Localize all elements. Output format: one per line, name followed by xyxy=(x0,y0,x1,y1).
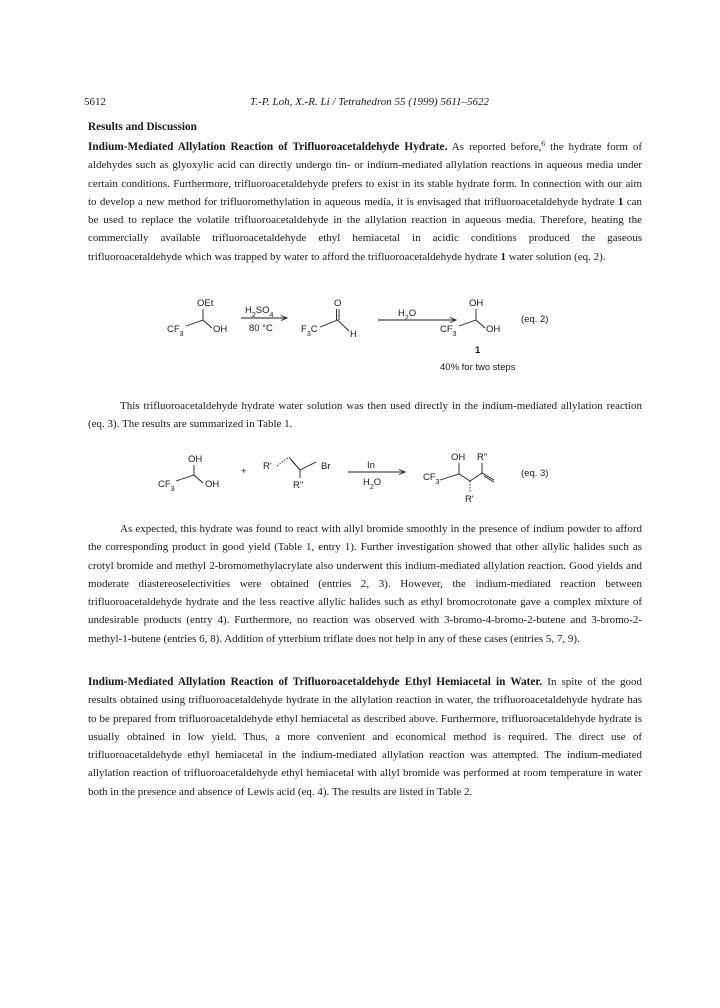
compound-number: 1 xyxy=(617,195,624,208)
cf3-label: $CF_3$ xyxy=(158,479,175,493)
trifluoroacetaldehyde-structure xyxy=(301,298,357,340)
paragraph-text: water solution (eq. 2). xyxy=(505,250,606,263)
hydrogen-label: H xyxy=(350,329,357,340)
r-double-prime-label: R'' xyxy=(293,480,304,491)
oet-label: OEt xyxy=(197,298,214,309)
hemiacetal-structure xyxy=(167,298,227,338)
paragraph-text: As reported before, xyxy=(447,141,542,153)
oxygen-label: O xyxy=(334,298,342,309)
paragraph-hydrate-solution xyxy=(88,397,642,434)
reagent-label: $H_2SO_4$ xyxy=(245,305,274,319)
cf3-label: $CF_3$ xyxy=(423,472,440,486)
oh-label: OH xyxy=(205,479,220,490)
compound-label: 1 xyxy=(475,345,481,356)
reaction-arrow xyxy=(378,308,456,323)
run-in-heading: Indium-Mediated Allylation Reaction of Trifluoroacetaldehyde Hydrate. xyxy=(88,141,448,153)
paragraph-text: can be used to replace the volatile trifluoroacetaldehyde in the allylation reaction in aqueous media. Therefore, heating the commercially available trifluoroacetaldehyde ethyl hemiacetal in acidic conditions produced the gaseous trifluoroacetaldehyde which was trapped by water to afford the trifluoroacetaldehyde hydrate xyxy=(88,195,642,263)
cf3-label: $CF_3$ xyxy=(167,324,184,338)
paragraph-text: As expected, this hydrate was found to react with allyl bromide smoothly in the presence of indium powder to afford the corresponding product in good yield (Table 1, entry 1). Further investigation showed that other allylic halides such as crotyl bromide and methyl 2-bromomethylacrylate also underwent this indium-mediated allylation reaction. Good yields and moderate diastereoselectivities were obtained (entries 2, 3). However, the indium-mediated reaction between trifluoroacetaldehyde hydrate and the less reactive allylic halides such as ethyl bromocrotonate gave a complex mixture of undesirable products (entry 4). Furthermore, no reaction was observed with 3-bromo-4-bromo-2-butene and 3-bromo-2-methyl-1-butene (entries 6, 8). Addition of ytterbium triflate does not help in any of these cases (entries 5, 7, 9). xyxy=(88,523,642,645)
paragraph-results xyxy=(88,520,642,648)
f3c-label: $F_3C$ xyxy=(301,324,318,338)
r-double-prime-label: R'' xyxy=(477,452,488,463)
run-in-heading: Indium-Mediated Allylation Reaction of Trifluoroacetaldehyde Ethyl Hemiacetal in Water. xyxy=(88,676,543,688)
reaction-arrow xyxy=(241,305,287,334)
allylic-halide-structure xyxy=(263,457,331,491)
page-number: 5612 xyxy=(84,96,106,108)
bromine-label: Br xyxy=(321,461,331,472)
equation-3-scheme xyxy=(158,452,548,505)
compound-number: 1 xyxy=(500,250,506,263)
reference-superscript: 6 xyxy=(541,139,546,148)
r-prime-label: R' xyxy=(263,461,272,472)
water-label: $H_2O$ xyxy=(398,308,417,322)
hydrate-structure xyxy=(440,298,516,373)
oh-label: OH xyxy=(188,454,203,465)
solvent-label: $H_2O$ xyxy=(363,477,382,491)
paragraph-text: In spite of the good results obtained using trifluoroacetaldehyde hydrate in the allylation reaction in water, the trifluoroacetaldehyde hydrate has to be prepared from trifluoroacetaldehyde ethyl hemiacetal as described above. Furthermore, trifluoroacetaldehyde hydrate is usually obtained in low yield. Thus, a more convenient and economical method is required. The direct use of trifluoroacetaldehyde ethyl hemiacetal in the indium-mediated allylation reaction was attempted. The indium-mediated allylation reaction of trifluoroacetaldehyde ethyl hemiacetal with allyl bromide was performed at room temperature in water both in the presence and absence of Lewis acid (eq. 4). The results are listed in Table 2. xyxy=(88,676,643,798)
equation-label: (eq. 2) xyxy=(521,314,549,325)
r-prime-label: R' xyxy=(465,494,474,505)
paragraph-hemiacetal xyxy=(88,673,642,801)
oh-label: OH xyxy=(469,298,484,309)
condition-label: 80 °C xyxy=(249,323,273,334)
yield-label: 40% for two steps xyxy=(440,362,516,373)
oh-label: OH xyxy=(213,324,228,335)
oh-label: OH xyxy=(486,324,501,335)
product-structure xyxy=(423,452,494,505)
plus-sign: + xyxy=(241,466,247,477)
reagent-label: In xyxy=(367,460,375,471)
paragraph-text: This trifluoroacetaldehyde hydrate water solution was then used directly in the indium-mediated allylation reaction (eq. 3). The results are summarized in Table 1. xyxy=(88,400,642,431)
running-header xyxy=(84,96,648,112)
running-head: T.-P. Loh, X.-R. Li / Tetrahedron 55 (1999) 5611–5622 xyxy=(250,96,490,108)
paragraph-text: the hydrate form of aldehydes such as glyoxylic acid can directly undergo tin- or indium-mediated allylation reactions in aqueous media under certain conditions. Furthermore, trifluoroacetaldehyde prefers to exist in its stable hydrate form. In connection with our aim to develop a new method for trifluoromethylation in aqueous media, it is envisaged that trifluoroacetaldehyde hydrate xyxy=(88,141,643,208)
section-heading: Results and Discussion xyxy=(88,121,197,133)
equation-label: (eq. 3) xyxy=(521,468,549,479)
reaction-arrow xyxy=(348,460,405,491)
oh-label: OH xyxy=(451,452,466,463)
paragraph-allylation-hydrate xyxy=(88,138,642,266)
cf3-label: $CF_3$ xyxy=(440,324,457,338)
